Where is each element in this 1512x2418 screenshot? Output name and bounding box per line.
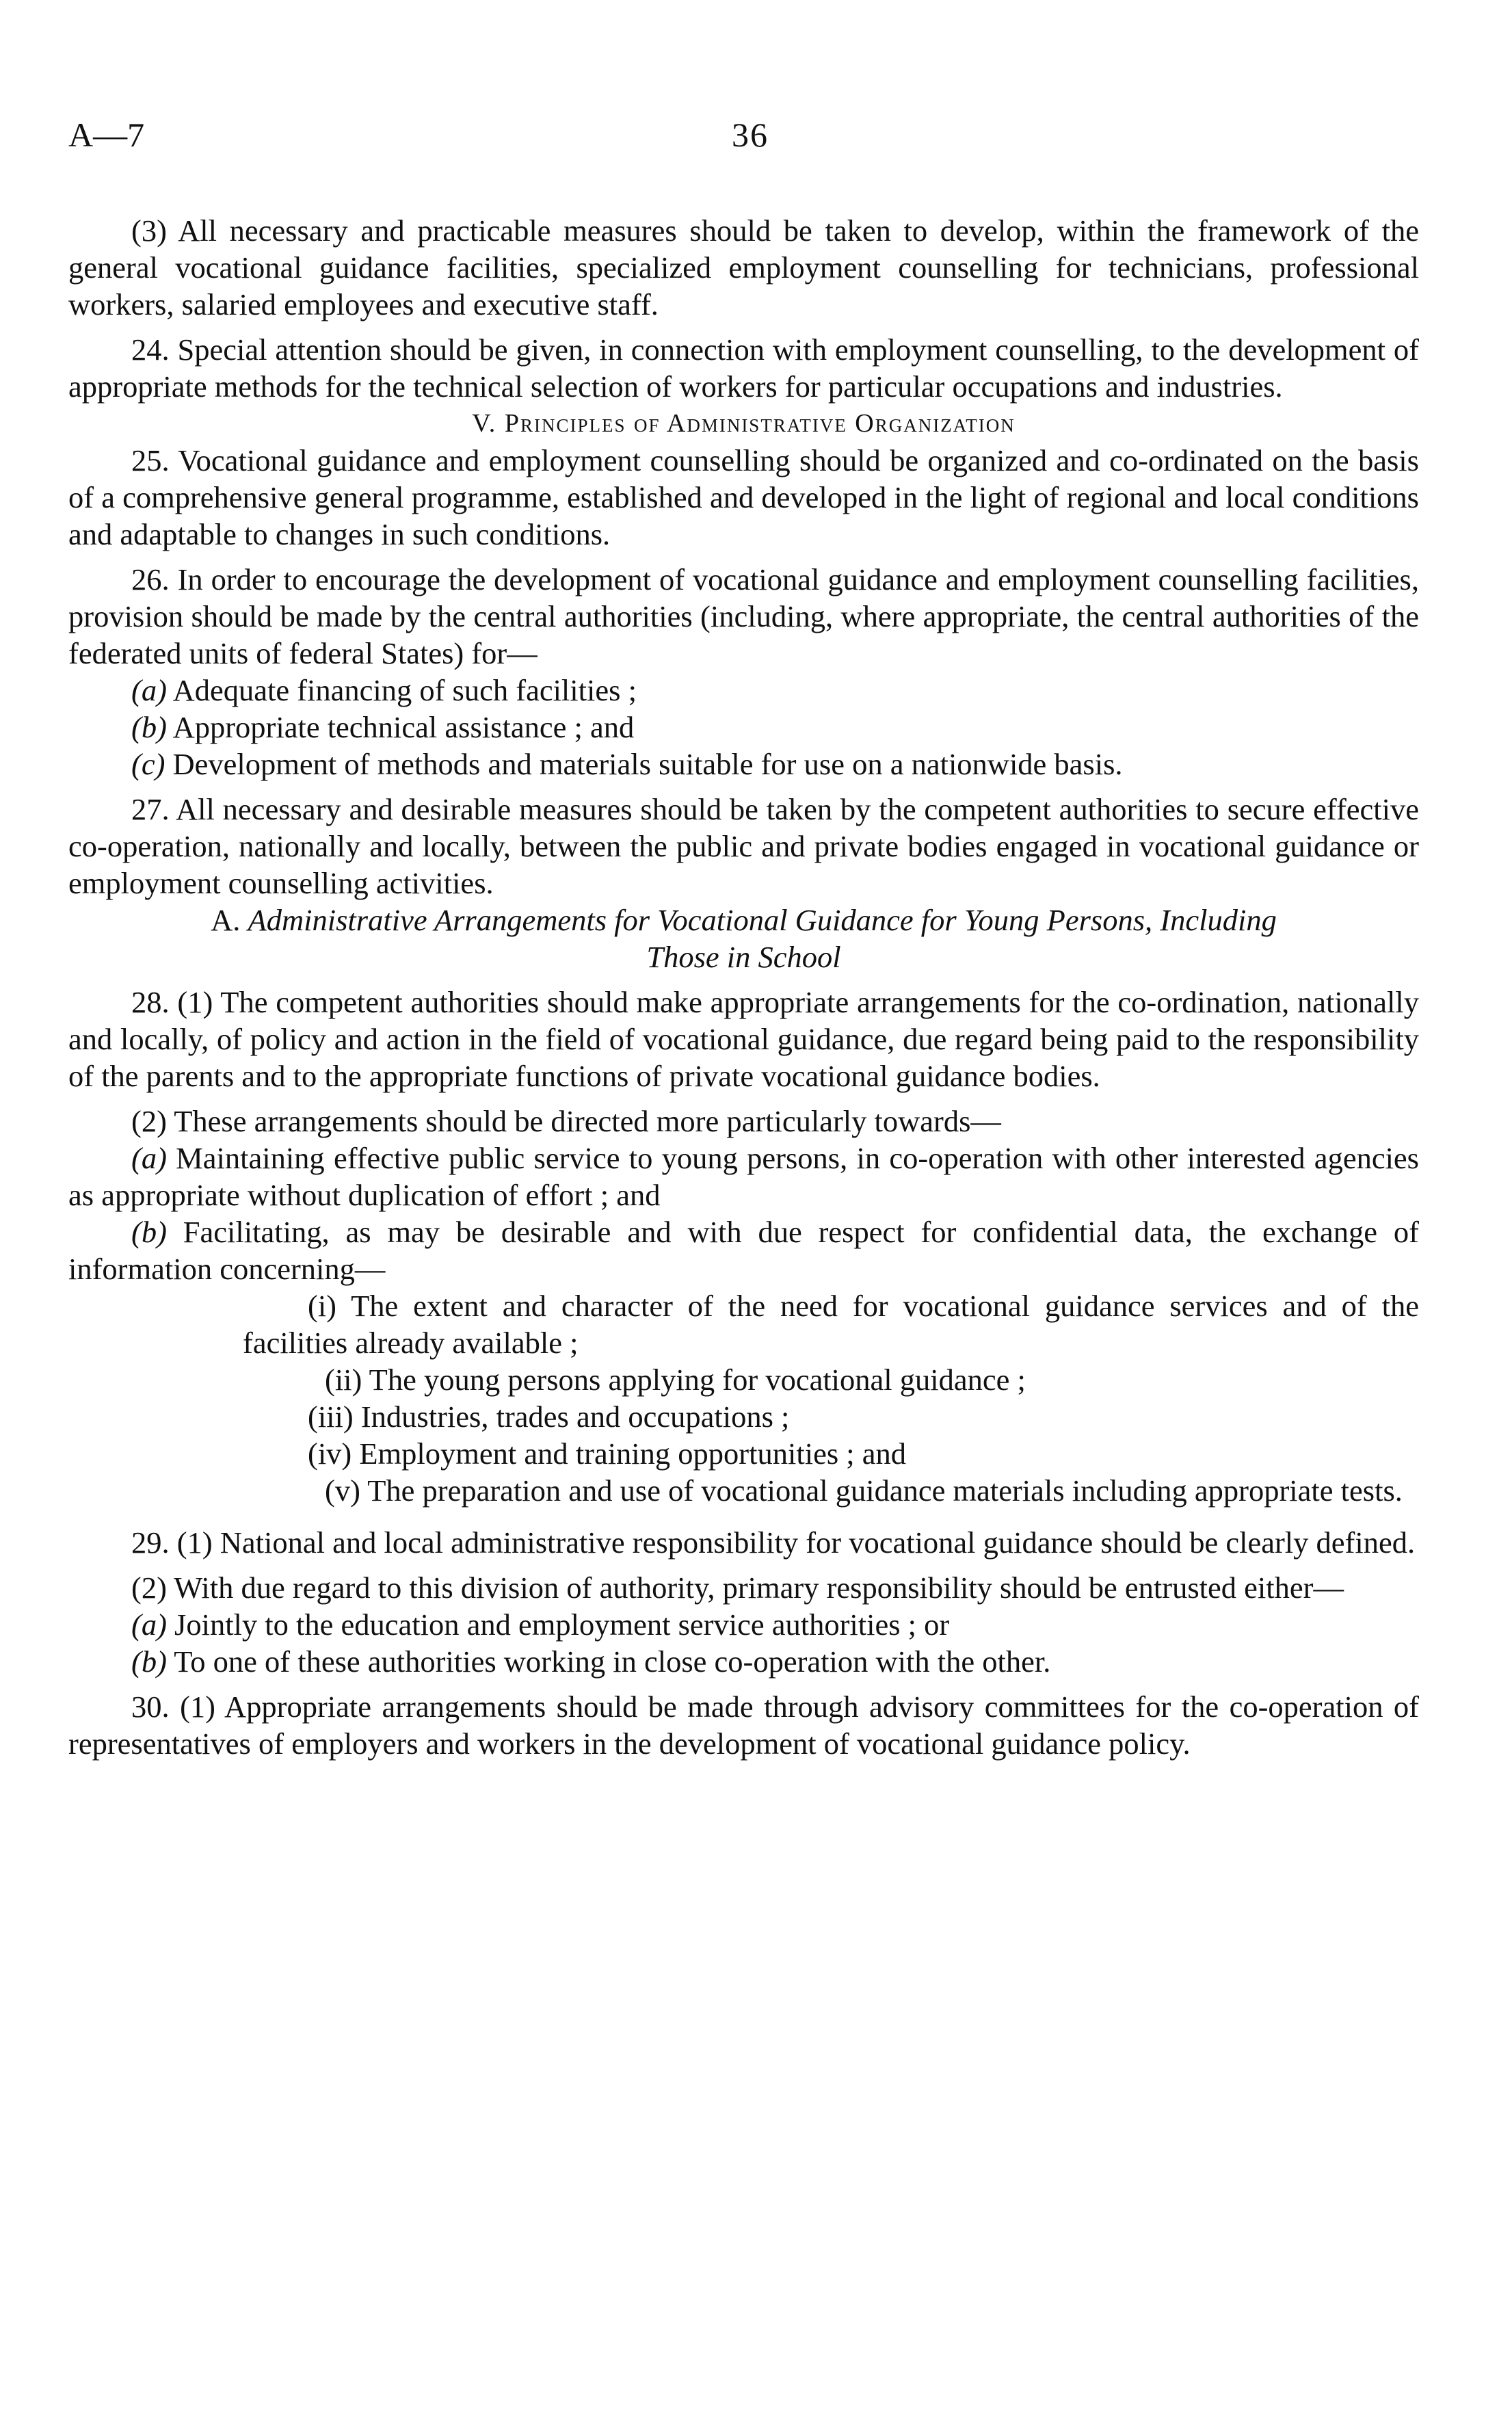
document-reference: A—7 [68,116,145,154]
paragraph-24: 24. Special attention should be given, in connection with employment counselling, to the development of appropriate methods for the technical selection of workers for particular occupations and industries. [68,332,1419,404]
list-item [68,1140,1419,1213]
page-header [68,115,1436,170]
page-number: 36 [732,116,769,154]
paragraph-26: 26. In order to encourage the development of vocational guidance and employment counselling facilities, provision should be made by the central authorities (including, where appropriate, the central authorities of the federated units of federal States) for— [68,562,1419,670]
roman-list-item: (v) The preparation and use of vocational guidance materials including appropriate tests. [325,1473,1403,1508]
paragraph-23-3: (3) All necessary and practicable measures should be taken to develop, within the framework of the general vocational guidance facilities, specialized employment counselling for technicians, professional workers, salaried employees and executive staff. [68,213,1419,321]
list-text: Appropriate technical assistance ; and [172,710,635,744]
list-item [68,1643,1419,1680]
list-item [68,1213,1419,1287]
section-heading-v [68,405,1419,442]
paragraph-29-1: 29. (1) National and local administrative responsibility for vocational guidance should be clearly defined. [131,1525,1416,1560]
roman-list-item: (i) The extent and character of the need for vocational guidance services and of the facilities already available ; [243,1289,1419,1360]
list-label: (a) [131,1141,167,1175]
section-title: Principles of Administrative Organization [504,409,1016,438]
list-label: (c) [131,747,165,781]
paragraph-27: 27. All necessary and desirable measures should be taken by the competent authorities to secure effective co-operation, nationally and locally, between the public and private bodies engaged in vocational guidance or employment counselling activities. [68,792,1419,900]
subsection-heading-a [68,902,1419,975]
list-label: (a) [131,673,167,707]
subsection-title-line1: Administrative Arrangements for Vocational Guidance for Young Persons, Including [248,903,1277,937]
list-label: (b) [131,710,167,744]
list-item [68,672,1419,709]
list-text: Jointly to the education and employment service authorities ; or [174,1607,950,1642]
roman-list-item: (iv) Employment and training opportunities ; and [308,1436,907,1471]
paragraph-29-2: (2) With due regard to this division of authority, primary responsibility should be entrusted either— [131,1571,1344,1605]
list-text: Development of methods and materials suitable for use on a nationwide basis. [172,747,1123,781]
document-body [68,212,1419,1762]
list-item [68,746,1419,783]
paragraph-28-1: 28. (1) The competent authorities should make appropriate arrangements for the co-ordination, nationally and locally, of policy and action in the field of vocational guidance, due regard being paid to the responsibility of the parents and to the appropriate functions of private vocational guidance bodies. [68,985,1419,1093]
roman-list-item: (iii) Industries, trades and occupations ; [308,1399,790,1434]
paragraph-28-2: (2) These arrangements should be directed more particularly towards— [131,1104,1001,1138]
list-text: To one of these authorities working in close co-operation with the other. [174,1644,1051,1679]
subsection-label: A. [211,903,241,937]
list-text: Maintaining effective public service to young persons, in co-operation with other interested agencies as appropriate without duplication of effort ; and [68,1141,1419,1212]
list-label: (b) [131,1644,167,1679]
list-item [68,709,1419,746]
list-text: Adequate financing of such facilities ; [172,673,637,707]
paragraph-25: 25. Vocational guidance and employment counselling should be organized and co-ordinated on the basis of a comprehensive general programme, established and developed in the light of regional and local conditions and adaptable to changes in such conditions. [68,443,1419,551]
paragraph-30-1: 30. (1) Appropriate arrangements should be made through advisory committees for the co-operation of representatives of employers and workers in the development of vocational guidance policy. [68,1690,1419,1761]
list-label: (b) [131,1215,167,1249]
section-number: V. [472,409,497,438]
roman-list-item: (ii) The young persons applying for vocational guidance ; [325,1363,1026,1397]
subsection-title-line2: Those in School [646,940,841,974]
list-text: Facilitating, as may be desirable and with due respect for confidential data, the exchange of information concerning— [68,1215,1420,1286]
list-label: (a) [131,1607,167,1642]
list-item [68,1606,1419,1643]
